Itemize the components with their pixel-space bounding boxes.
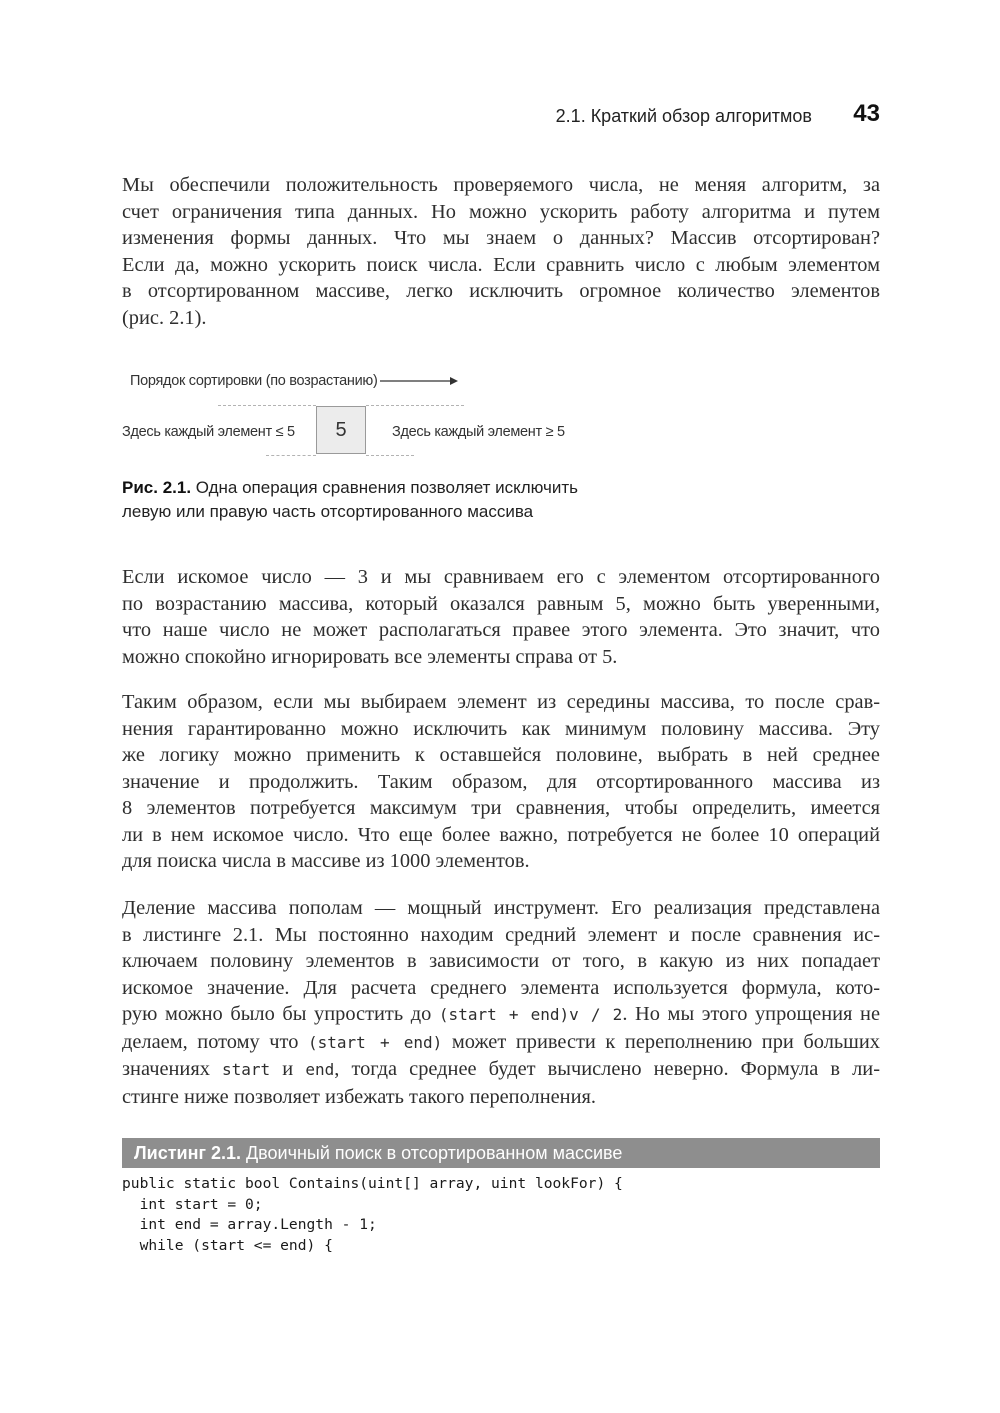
paragraph-3 bbox=[122, 689, 880, 875]
text-line: счет ограничения типа данных. Но можно ускорить работу алгоритма и путем bbox=[122, 200, 880, 223]
text-line: 8 элементов потребуется максимум три сравнения, чтобы определить, имеется bbox=[122, 797, 880, 819]
text-line: стинге ниже позволяет избежать такого переполнения. bbox=[122, 1085, 596, 1108]
text-segment: делаем, потому что bbox=[122, 1030, 309, 1053]
figure-caption bbox=[122, 476, 682, 524]
listing-title-bar bbox=[122, 1138, 880, 1168]
text-line: Если искомое число — 3 и мы сравниваем его с элементом отсортированного bbox=[122, 566, 880, 588]
text-line: ключаем половину элементов в зависимости от того, в какую из них попадает bbox=[122, 950, 880, 972]
code-block bbox=[122, 1174, 880, 1256]
code-line: while (start <= end) { bbox=[122, 1236, 333, 1254]
text-segment: и bbox=[270, 1058, 306, 1080]
text-line: Мы обеспечили положительность проверяемого числа, не меняя алгоритм, за bbox=[122, 174, 880, 196]
text-line: можно спокойно игнорировать все элементы справа от 5. bbox=[122, 645, 618, 668]
text-line bbox=[122, 1029, 880, 1057]
code-line: int start = 0; bbox=[122, 1195, 263, 1213]
text-line: в отсортированном массиве, легко исключить огромное количество элементов bbox=[122, 280, 880, 302]
text-line: для поиска числа в массиве из 1000 элементов. bbox=[122, 850, 530, 872]
text-line: что наше число не может располагаться правее этого элемента. Это значит, что bbox=[122, 619, 880, 641]
text-line: Таким образом, если мы выбираем элемент из середины массива, то после срав- bbox=[122, 691, 880, 713]
dashed-divider bbox=[366, 405, 464, 406]
running-header bbox=[122, 98, 880, 134]
text-line: же логику можно применить к оставшейся половине, выбрать в ней среднее bbox=[122, 744, 880, 766]
paragraph-4 bbox=[122, 895, 880, 1110]
text-line: по возрастанию массива, который оказался равным 5, можно быть уверенными, bbox=[122, 592, 880, 615]
sort-order-label: Порядок сортировки (по возрастанию) bbox=[130, 373, 378, 389]
caption-text: левую или правую часть отсортированного массива bbox=[122, 502, 534, 521]
text-line: в листинге 2.1. Мы постоянно находим средний элемент и после сравнения ис- bbox=[122, 923, 880, 946]
inline-code: end bbox=[305, 1060, 335, 1079]
text-line: искомое значение. Для расчета среднего элемента используется формула, кото- bbox=[122, 976, 880, 999]
paragraph-2 bbox=[122, 564, 880, 670]
listing-title: Двоичный поиск в отсортированном массиве bbox=[240, 1143, 623, 1163]
listing-label: Листинг 2.1. bbox=[134, 1143, 241, 1163]
inline-code: (start + end)v / 2 bbox=[438, 1005, 623, 1024]
page-number: 43 bbox=[853, 100, 880, 127]
text-line: значение и продолжить. Таким образом, для отсортированного массива из bbox=[122, 770, 880, 793]
text-segment: , тогда среднее будет вычислено неверно. Формула в ли- bbox=[334, 1058, 880, 1080]
text-segment: может привести к переполнению при больших bbox=[442, 1030, 880, 1053]
left-side-label: Здесь каждый элемент ≤ 5 bbox=[122, 424, 295, 440]
figure-2-1 bbox=[122, 366, 622, 466]
inline-code: start bbox=[222, 1060, 271, 1079]
caption-text: Одна операция сравнения позволяет исключить bbox=[191, 478, 579, 497]
text-line: Если да, можно ускорить поиск числа. Если сравнить число с любым элементом bbox=[122, 253, 880, 276]
right-arrow-icon bbox=[380, 375, 460, 387]
code-line: int end = array.Length - 1; bbox=[122, 1216, 377, 1233]
dashed-divider bbox=[218, 405, 316, 406]
text-line: ли в нем искомое число. Что еще более важно, потребуется не более 10 операций bbox=[122, 823, 880, 846]
dashed-divider bbox=[266, 455, 316, 456]
section-title: 2.1. Краткий обзор алгоритмов bbox=[555, 106, 812, 126]
text-line: нения гарантированно можно исключить как минимум половину массива. Эту bbox=[122, 717, 880, 740]
text-line bbox=[122, 1001, 880, 1029]
text-segment: рую можно было бы упростить до bbox=[122, 1003, 439, 1025]
text-line bbox=[122, 1056, 880, 1084]
text-line: изменения формы данных. Что мы знаем о данных? Массив отсортирован? bbox=[122, 227, 880, 249]
caption-label: Рис. 2.1. bbox=[122, 478, 192, 497]
inline-code: (start + end) bbox=[308, 1032, 443, 1052]
code-line: public static bool Contains(uint[] array, uint lookFor) { bbox=[122, 1175, 623, 1192]
dashed-divider bbox=[366, 455, 414, 456]
paragraph-1 bbox=[122, 172, 880, 331]
pivot-element-box: 5 bbox=[316, 406, 366, 454]
text-segment: значениях bbox=[122, 1058, 223, 1080]
right-side-label: Здесь каждый элемент ≥ 5 bbox=[392, 424, 565, 440]
text-line: (рис. 2.1). bbox=[122, 306, 207, 329]
text-line: Деление массива пополам — мощный инструмент. Его реализация представлена bbox=[122, 897, 880, 919]
text-segment: . Но мы этого упрощения не bbox=[622, 1003, 880, 1025]
